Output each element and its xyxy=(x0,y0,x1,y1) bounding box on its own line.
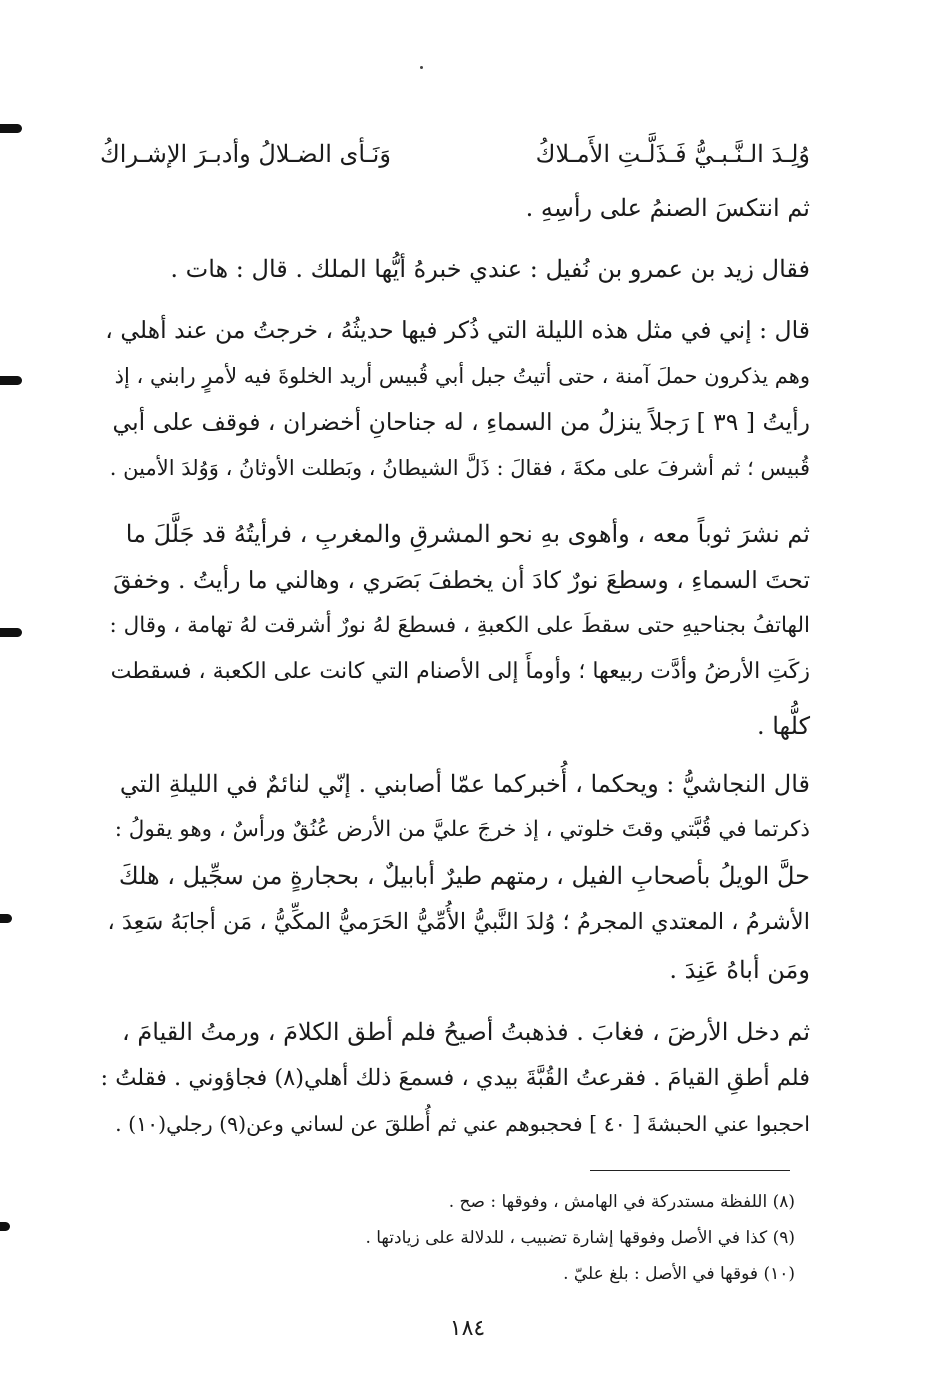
text-line: احجبوا عني الحبشةَ [ ٤٠ ] فحجبوهم عني ثم أُطلقَ عن لساني وعن(٩) رجلي(١٠) . xyxy=(115,1112,810,1136)
text-line: تحتَ السماءِ ، وسطعَ نورٌ كادَ أن يخطفَ بَصَري ، وهالني ما رأيتُ . وخفقَ xyxy=(113,566,810,594)
text-line: رأيتُ [ ٣٩ ] رَجلاً ينزلُ من السماءِ ، له جناحانِ أخضران ، فوقف على أبي xyxy=(112,408,810,436)
text-line: وهم يذكرون حملَ آمنة ، حتى أتيتُ جبل أبي قُبيس أريد الخلوةَ فيه لأمرٍ رابني ، إذ xyxy=(114,364,810,388)
margin-mark xyxy=(0,628,22,637)
text-line: قال : إني في مثل هذه الليلة التي ذُكر فيها حديثُهُ ، خرجتُ من عند أهلي ، xyxy=(105,316,810,344)
text-line: قال النجاشيُّ : ويحكما ، أُخبركما عمّا أصابني . إنّي لنائمٌ في الليلةِ التي xyxy=(119,770,810,798)
verse-left-hemistich: وَنَـأى الضـلالُ وأدبـرَ الإشـراكُ xyxy=(100,140,391,168)
text-line: ومَن أباهُ عَنِدَ . xyxy=(669,956,810,984)
footnote: (٩) كذا في الأصل وفوقها إشارة تضبيب ، للدلالة على زيادتها . xyxy=(365,1228,795,1248)
text-line: كلُّها . xyxy=(756,712,810,740)
text-line: حلَّ الويلُ بأصحابِ الفيل ، رمتهم طيرٌ أبابيلٌ ، بحجارةٍ من سجِّيل ، هلكَ xyxy=(118,862,810,890)
text-line: فقال زيد بن عمرو بن نُفيل : عندي خبرهُ أيُّها الملك . قال : هات . xyxy=(170,255,810,283)
text-line: قُبيس ؛ ثم أشرفَ على مكةَ ، فقالَ : ذَلَّ الشيطانُ ، وبَطلت الأوثانُ ، وَوُلدَ الأمين . xyxy=(109,456,810,480)
margin-mark xyxy=(0,124,22,133)
footnote-rule xyxy=(590,1170,790,1171)
text-line: ذكرتما في قُبَّتي وقتَ خلوتي ، إذ خرجَ عليَّ من الأرض عُنُقٌ ورأسٌ ، وهو يقولُ : xyxy=(114,817,810,842)
text-line: فلم أطقِ القيامَ . فقرعتُ القُبَّةَ بيدي ، فسمعَ ذلك أهلي(٨) فجاؤوني . فقلتُ : xyxy=(100,1065,810,1091)
text-line: ثم دخل الأرضَ ، فغابَ . فذهبتُ أصيحُ فلم أطق الكلامَ ، ورمتُ القيامَ ، xyxy=(122,1018,810,1046)
text-line: الأشرمُ ، المعتدي المجرمُ ؛ وُلدَ النَّبيُّ الأُمِّيُّ الحَرَميُّ المكِّيُّ ، مَن أجابَهُ سَعِدَ ، xyxy=(107,909,810,935)
text-line: ثم انتكسَ الصنمُ على رأسِهِ . xyxy=(525,194,810,222)
margin-mark xyxy=(0,376,22,385)
verse-right-hemistich: وُلِـدَ الـنَّـبـيُّ فَـذَلَّـتِ الأَمـلاكُ xyxy=(535,140,810,168)
text-line: ثم نشرَ ثوباً معه ، وأهوى بهِ نحو المشرقِ والمغربِ ، فرأيتُهُ قد جَلَّلَ ما xyxy=(125,520,810,548)
footnote: (١٠) فوقها في الأصل : بلغ عليّ . xyxy=(563,1264,795,1284)
text-line: زكَتِ الأرضُ وأدَّت ربيعها ؛ وأومأَ إلى الأصنام التي كانت على الكعبة ، فسقطت xyxy=(110,659,810,684)
main-text xyxy=(100,0,810,1160)
margin-mark xyxy=(0,914,12,923)
poetry-verse xyxy=(100,136,810,172)
text-line: الهاتفُ بجناحيهِ حتى سقطَ على الكعبةِ ، فسطعَ لهُ نورٌ أشرقت لهُ تهامة ، وقال : xyxy=(109,613,810,638)
margin-mark xyxy=(0,1222,10,1231)
page-number: ١٨٤ xyxy=(449,1316,486,1341)
footnote: (٨) اللفظة مستدركة في الهامش ، وفوقها : صح . xyxy=(448,1192,795,1212)
